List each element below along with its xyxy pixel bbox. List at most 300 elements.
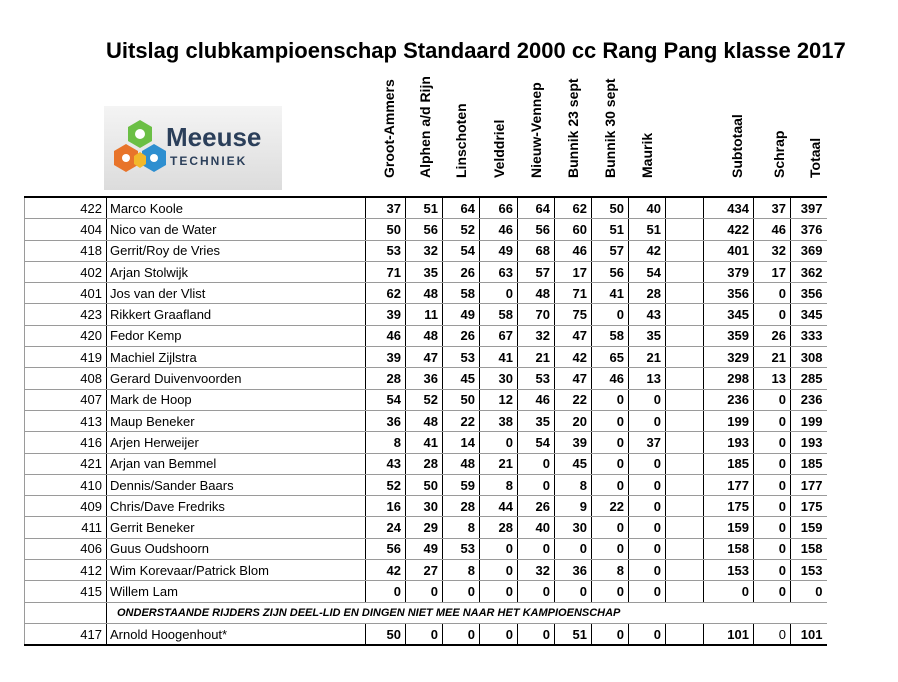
score-cell: 42 xyxy=(555,347,592,368)
score-cell: 0 xyxy=(518,453,555,474)
rider-name: Wim Korevaar/Patrick Blom xyxy=(107,560,366,581)
spacer-cell xyxy=(666,474,704,495)
score-cell: 26 xyxy=(443,261,480,282)
score-cell: 379 xyxy=(704,261,754,282)
note-row xyxy=(25,602,827,623)
score-cell: 0 xyxy=(629,581,666,602)
col-header: Linschoten xyxy=(453,103,469,178)
spacer-cell xyxy=(666,304,704,325)
score-cell: 0 xyxy=(592,474,629,495)
table-row xyxy=(25,538,827,559)
col-header: Totaal xyxy=(807,137,823,178)
score-cell: 71 xyxy=(366,261,406,282)
rider-number: 419 xyxy=(25,347,107,368)
score-cell: 175 xyxy=(791,496,827,517)
score-cell: 0 xyxy=(754,410,791,431)
table-row xyxy=(25,474,827,495)
score-cell: 14 xyxy=(443,432,480,453)
score-cell: 11 xyxy=(406,304,443,325)
score-cell: 8 xyxy=(443,560,480,581)
rider-name: Dennis/Sander Baars xyxy=(107,474,366,495)
score-cell: 21 xyxy=(518,347,555,368)
rider-number: 413 xyxy=(25,410,107,431)
table-row xyxy=(25,496,827,517)
score-cell: 0 xyxy=(754,623,791,645)
spacer-cell xyxy=(666,347,704,368)
score-cell: 46 xyxy=(366,325,406,346)
score-cell: 54 xyxy=(366,389,406,410)
score-cell: 50 xyxy=(406,474,443,495)
score-cell: 159 xyxy=(791,517,827,538)
score-cell: 39 xyxy=(366,304,406,325)
logo-brand-text: Meeuse xyxy=(166,122,262,152)
score-cell: 329 xyxy=(704,347,754,368)
score-cell: 71 xyxy=(555,283,592,304)
score-cell: 8 xyxy=(555,474,592,495)
spacer-cell xyxy=(666,538,704,559)
score-cell: 45 xyxy=(555,453,592,474)
score-cell: 0 xyxy=(518,623,555,645)
rider-number: 406 xyxy=(25,538,107,559)
note-spacer xyxy=(25,602,107,623)
score-cell: 26 xyxy=(518,496,555,517)
score-cell: 0 xyxy=(754,538,791,559)
rider-name: Marco Koole xyxy=(107,197,366,219)
table-row xyxy=(25,197,827,219)
rider-name: Fedor Kemp xyxy=(107,325,366,346)
score-cell: 0 xyxy=(443,581,480,602)
score-cell: 57 xyxy=(518,261,555,282)
rider-name: Gerard Duivenvoorden xyxy=(107,368,366,389)
score-cell: 0 xyxy=(629,453,666,474)
score-cell: 48 xyxy=(406,410,443,431)
rider-number: 420 xyxy=(25,325,107,346)
score-cell: 0 xyxy=(754,304,791,325)
score-cell: 0 xyxy=(555,581,592,602)
rider-number: 401 xyxy=(25,283,107,304)
score-cell: 32 xyxy=(518,325,555,346)
score-cell: 8 xyxy=(366,432,406,453)
spacer-cell xyxy=(666,368,704,389)
score-cell: 62 xyxy=(366,283,406,304)
score-cell: 26 xyxy=(443,325,480,346)
score-cell: 47 xyxy=(555,368,592,389)
score-cell: 0 xyxy=(754,453,791,474)
score-cell: 22 xyxy=(555,389,592,410)
rider-number: 415 xyxy=(25,581,107,602)
table-row xyxy=(25,432,827,453)
score-cell: 193 xyxy=(791,432,827,453)
table-row xyxy=(25,581,827,602)
rider-name: Arjan van Bemmel xyxy=(107,453,366,474)
score-cell: 422 xyxy=(704,219,754,240)
score-cell: 0 xyxy=(629,389,666,410)
score-cell: 27 xyxy=(406,560,443,581)
score-cell: 0 xyxy=(518,581,555,602)
score-cell: 50 xyxy=(366,623,406,645)
score-cell: 236 xyxy=(704,389,754,410)
score-cell: 13 xyxy=(629,368,666,389)
score-cell: 53 xyxy=(443,347,480,368)
score-cell: 0 xyxy=(480,432,518,453)
score-cell: 0 xyxy=(592,517,629,538)
table-row xyxy=(25,347,827,368)
score-cell: 37 xyxy=(629,432,666,453)
score-cell: 51 xyxy=(555,623,592,645)
score-cell: 0 xyxy=(555,538,592,559)
rider-name: Gerrit/Roy de Vries xyxy=(107,240,366,261)
score-cell: 101 xyxy=(704,623,754,645)
score-cell: 65 xyxy=(592,347,629,368)
score-cell: 22 xyxy=(592,496,629,517)
rider-number: 421 xyxy=(25,453,107,474)
rider-name: Maup Beneker xyxy=(107,410,366,431)
spacer-cell xyxy=(666,389,704,410)
score-cell: 26 xyxy=(754,325,791,346)
score-cell: 49 xyxy=(406,538,443,559)
score-cell: 0 xyxy=(629,410,666,431)
score-cell: 0 xyxy=(592,304,629,325)
score-cell: 47 xyxy=(406,347,443,368)
score-cell: 175 xyxy=(704,496,754,517)
score-cell: 46 xyxy=(592,368,629,389)
table-row xyxy=(25,325,827,346)
score-cell: 0 xyxy=(480,538,518,559)
rider-number: 411 xyxy=(25,517,107,538)
score-cell: 0 xyxy=(366,581,406,602)
score-cell: 29 xyxy=(406,517,443,538)
col-header: Nieuw-Vennep xyxy=(528,82,544,178)
score-cell: 12 xyxy=(480,389,518,410)
rider-name: Arnold Hoogenhout* xyxy=(107,623,366,645)
score-cell: 376 xyxy=(791,219,827,240)
score-cell: 49 xyxy=(480,240,518,261)
score-cell: 0 xyxy=(480,283,518,304)
score-cell: 52 xyxy=(406,389,443,410)
score-cell: 56 xyxy=(366,538,406,559)
score-cell: 51 xyxy=(592,219,629,240)
table-row xyxy=(25,517,827,538)
score-cell: 0 xyxy=(518,538,555,559)
table-row xyxy=(25,261,827,282)
score-cell: 101 xyxy=(791,623,827,645)
rider-name: Machiel Zijlstra xyxy=(107,347,366,368)
spacer-cell xyxy=(666,496,704,517)
spacer-cell xyxy=(666,240,704,261)
score-cell: 185 xyxy=(704,453,754,474)
score-cell: 13 xyxy=(754,368,791,389)
rider-number: 407 xyxy=(25,389,107,410)
meeuse-techniek-logo xyxy=(104,106,282,190)
score-cell: 58 xyxy=(592,325,629,346)
rider-name: Mark de Hoop xyxy=(107,389,366,410)
score-cell: 434 xyxy=(704,197,754,219)
score-cell: 70 xyxy=(518,304,555,325)
rider-number: 412 xyxy=(25,560,107,581)
table-row xyxy=(25,410,827,431)
score-cell: 298 xyxy=(704,368,754,389)
rider-number: 423 xyxy=(25,304,107,325)
score-cell: 56 xyxy=(592,261,629,282)
rider-number: 402 xyxy=(25,261,107,282)
score-cell: 9 xyxy=(555,496,592,517)
score-cell: 52 xyxy=(366,474,406,495)
score-cell: 28 xyxy=(629,283,666,304)
score-cell: 359 xyxy=(704,325,754,346)
score-cell: 0 xyxy=(754,474,791,495)
score-cell: 0 xyxy=(791,581,827,602)
score-cell: 0 xyxy=(754,432,791,453)
score-cell: 0 xyxy=(629,496,666,517)
score-cell: 28 xyxy=(443,496,480,517)
score-cell: 52 xyxy=(443,219,480,240)
rider-name: Willem Lam xyxy=(107,581,366,602)
score-cell: 36 xyxy=(406,368,443,389)
score-cell: 48 xyxy=(518,283,555,304)
score-cell: 41 xyxy=(406,432,443,453)
rider-number: 408 xyxy=(25,368,107,389)
spacer-cell xyxy=(666,432,704,453)
spacer-cell xyxy=(666,410,704,431)
score-cell: 54 xyxy=(518,432,555,453)
score-cell: 37 xyxy=(366,197,406,219)
score-cell: 0 xyxy=(443,623,480,645)
table-row xyxy=(25,389,827,410)
col-header: Alphen a/d Rijn xyxy=(417,76,433,178)
rider-number: 410 xyxy=(25,474,107,495)
rider-number: 417 xyxy=(25,623,107,645)
rider-name: Arjan Stolwijk xyxy=(107,261,366,282)
score-cell: 17 xyxy=(754,261,791,282)
table-row xyxy=(25,240,827,261)
score-cell: 40 xyxy=(518,517,555,538)
score-cell: 28 xyxy=(366,368,406,389)
score-cell: 50 xyxy=(443,389,480,410)
score-cell: 42 xyxy=(629,240,666,261)
score-cell: 53 xyxy=(366,240,406,261)
spacer-cell xyxy=(666,219,704,240)
col-header: Velddriel xyxy=(491,119,507,178)
score-cell: 0 xyxy=(629,474,666,495)
rider-number: 416 xyxy=(25,432,107,453)
score-cell: 21 xyxy=(754,347,791,368)
score-cell: 0 xyxy=(480,623,518,645)
score-cell: 46 xyxy=(754,219,791,240)
score-cell: 59 xyxy=(443,474,480,495)
score-cell: 8 xyxy=(592,560,629,581)
score-cell: 0 xyxy=(406,581,443,602)
score-cell: 199 xyxy=(791,410,827,431)
score-cell: 159 xyxy=(704,517,754,538)
score-cell: 158 xyxy=(791,538,827,559)
score-cell: 356 xyxy=(704,283,754,304)
score-cell: 35 xyxy=(518,410,555,431)
rider-name: Chris/Dave Fredriks xyxy=(107,496,366,517)
spacer-cell xyxy=(666,453,704,474)
score-cell: 46 xyxy=(555,240,592,261)
score-cell: 39 xyxy=(555,432,592,453)
table-row xyxy=(25,368,827,389)
score-cell: 0 xyxy=(629,538,666,559)
table-row xyxy=(25,453,827,474)
spacer-cell xyxy=(666,560,704,581)
score-cell: 17 xyxy=(555,261,592,282)
hexagon-logo-icon xyxy=(112,118,168,178)
score-cell: 0 xyxy=(629,517,666,538)
score-cell: 0 xyxy=(592,581,629,602)
score-cell: 60 xyxy=(555,219,592,240)
score-cell: 0 xyxy=(406,623,443,645)
score-cell: 35 xyxy=(406,261,443,282)
score-cell: 158 xyxy=(704,538,754,559)
score-cell: 50 xyxy=(592,197,629,219)
score-cell: 356 xyxy=(791,283,827,304)
score-cell: 0 xyxy=(629,560,666,581)
rider-name: Rikkert Graafland xyxy=(107,304,366,325)
score-cell: 75 xyxy=(555,304,592,325)
score-cell: 21 xyxy=(629,347,666,368)
col-header: Maurik xyxy=(639,132,655,178)
score-cell: 66 xyxy=(480,197,518,219)
score-cell: 54 xyxy=(443,240,480,261)
table-row xyxy=(25,623,827,645)
spacer-cell xyxy=(666,197,704,219)
score-cell: 401 xyxy=(704,240,754,261)
spacer-cell xyxy=(666,623,704,645)
spacer-cell xyxy=(666,283,704,304)
score-cell: 36 xyxy=(555,560,592,581)
score-cell: 193 xyxy=(704,432,754,453)
page-title: Uitslag clubkampioenschap Standaard 2000 cc Rang Pang klasse 2017 xyxy=(106,38,846,63)
logo-sub-text: TECHNIEK xyxy=(170,154,248,168)
score-cell: 64 xyxy=(443,197,480,219)
score-cell: 0 xyxy=(592,453,629,474)
col-header: Bunnik 23 sept xyxy=(565,78,581,178)
results-table xyxy=(24,196,827,646)
score-cell: 8 xyxy=(480,474,518,495)
score-cell: 37 xyxy=(754,197,791,219)
score-cell: 0 xyxy=(754,496,791,517)
score-cell: 43 xyxy=(366,453,406,474)
score-cell: 48 xyxy=(406,283,443,304)
col-header: Groot-Ammers xyxy=(381,79,397,178)
score-cell: 67 xyxy=(480,325,518,346)
score-cell: 40 xyxy=(629,197,666,219)
score-cell: 345 xyxy=(704,304,754,325)
score-cell: 49 xyxy=(443,304,480,325)
score-cell: 8 xyxy=(443,517,480,538)
table-row xyxy=(25,283,827,304)
rider-name: Gerrit Beneker xyxy=(107,517,366,538)
score-cell: 32 xyxy=(406,240,443,261)
score-cell: 46 xyxy=(480,219,518,240)
score-cell: 48 xyxy=(443,453,480,474)
score-cell: 0 xyxy=(629,623,666,645)
score-cell: 44 xyxy=(480,496,518,517)
score-cell: 54 xyxy=(629,261,666,282)
table-row xyxy=(25,560,827,581)
score-cell: 0 xyxy=(480,560,518,581)
rider-name: Arjen Herweijer xyxy=(107,432,366,453)
score-cell: 369 xyxy=(791,240,827,261)
score-cell: 51 xyxy=(629,219,666,240)
score-cell: 22 xyxy=(443,410,480,431)
score-cell: 397 xyxy=(791,197,827,219)
score-cell: 285 xyxy=(791,368,827,389)
rider-number: 404 xyxy=(25,219,107,240)
score-cell: 58 xyxy=(480,304,518,325)
score-cell: 20 xyxy=(555,410,592,431)
score-cell: 30 xyxy=(480,368,518,389)
score-cell: 39 xyxy=(366,347,406,368)
score-cell: 56 xyxy=(406,219,443,240)
score-cell: 21 xyxy=(480,453,518,474)
score-cell: 345 xyxy=(791,304,827,325)
rider-name: Jos van der Vlist xyxy=(107,283,366,304)
score-cell: 53 xyxy=(443,538,480,559)
score-cell: 32 xyxy=(754,240,791,261)
score-cell: 41 xyxy=(480,347,518,368)
score-cell: 43 xyxy=(629,304,666,325)
score-cell: 0 xyxy=(754,560,791,581)
score-cell: 236 xyxy=(791,389,827,410)
spacer-cell xyxy=(666,325,704,346)
score-cell: 36 xyxy=(366,410,406,431)
score-cell: 47 xyxy=(555,325,592,346)
score-cell: 0 xyxy=(754,581,791,602)
score-cell: 51 xyxy=(406,197,443,219)
score-cell: 185 xyxy=(791,453,827,474)
score-cell: 28 xyxy=(406,453,443,474)
score-cell: 308 xyxy=(791,347,827,368)
score-cell: 0 xyxy=(592,538,629,559)
score-cell: 0 xyxy=(592,410,629,431)
score-cell: 62 xyxy=(555,197,592,219)
score-cell: 50 xyxy=(366,219,406,240)
score-cell: 28 xyxy=(480,517,518,538)
rider-number: 418 xyxy=(25,240,107,261)
score-cell: 333 xyxy=(791,325,827,346)
score-cell: 0 xyxy=(754,283,791,304)
spacer-cell xyxy=(666,517,704,538)
table-row xyxy=(25,304,827,325)
score-cell: 68 xyxy=(518,240,555,261)
score-cell: 32 xyxy=(518,560,555,581)
score-cell: 0 xyxy=(754,389,791,410)
score-cell: 53 xyxy=(518,368,555,389)
score-cell: 45 xyxy=(443,368,480,389)
score-cell: 48 xyxy=(406,325,443,346)
score-cell: 58 xyxy=(443,283,480,304)
spacer-cell xyxy=(666,261,704,282)
score-cell: 38 xyxy=(480,410,518,431)
score-cell: 199 xyxy=(704,410,754,431)
score-cell: 0 xyxy=(704,581,754,602)
spacer-cell xyxy=(666,581,704,602)
score-cell: 41 xyxy=(592,283,629,304)
score-cell: 0 xyxy=(592,389,629,410)
score-cell: 30 xyxy=(406,496,443,517)
score-cell: 35 xyxy=(629,325,666,346)
score-cell: 46 xyxy=(518,389,555,410)
score-cell: 0 xyxy=(518,474,555,495)
score-cell: 63 xyxy=(480,261,518,282)
score-cell: 56 xyxy=(518,219,555,240)
score-cell: 16 xyxy=(366,496,406,517)
score-cell: 57 xyxy=(592,240,629,261)
score-cell: 153 xyxy=(791,560,827,581)
col-header: Subtotaal xyxy=(729,114,745,178)
